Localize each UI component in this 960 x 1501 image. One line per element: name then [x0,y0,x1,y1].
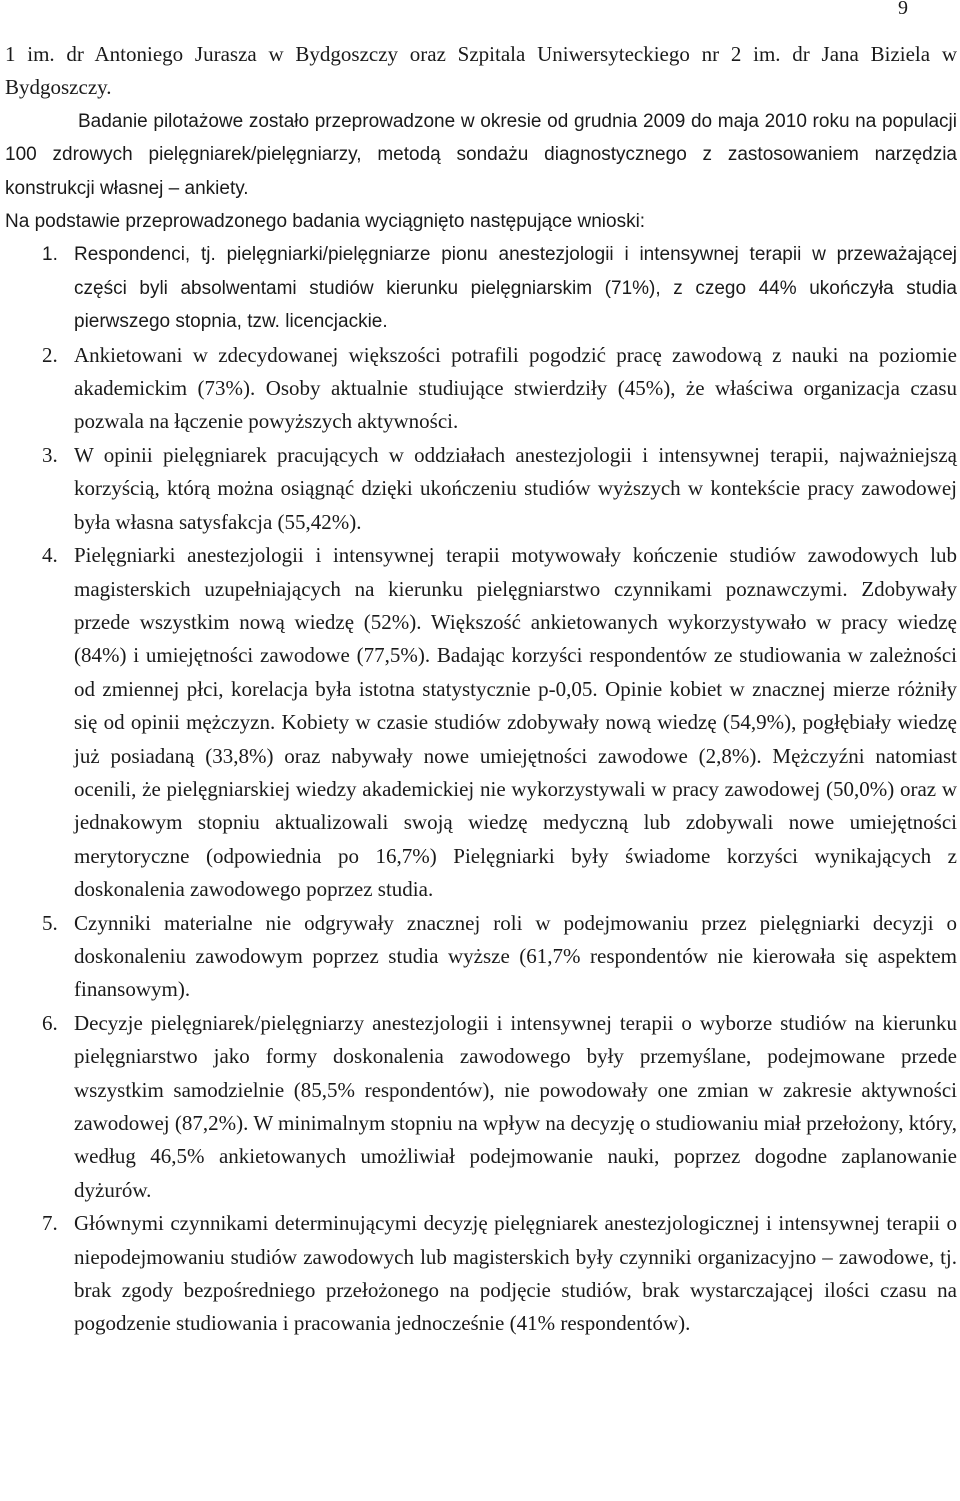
conclusion-item [5,539,957,906]
list-number: 5. [42,910,58,935]
conclusions-list [5,238,957,1340]
conclusion-text: Ankietowani w zdecydowanej większości potrafili pogodzić pracę zawodową z nauki na poziomie akademickim (73%). Osoby aktualnie studiujące stwierdziły (45%), że właściwa organizacja czasu pozwala na łączenie powyższych aktywności. [74,342,957,434]
conclusion-item [5,1007,957,1207]
conclusion-text: W opinii pielęgniarek pracujących w oddziałach anestezjologii i intensywnej terapii, najważniejszą korzyścią, którą można osiągnąć dzięki ukończeniu studiów wyższych w kontekście pracy zawodowej była własna satysfakcja (55,42%). [74,442,957,534]
conclusion-item [5,907,957,1007]
conclusion-text: Decyzje pielęgniarek/pielęgniarzy anestezjologii i intensywnej terapii o wyborze studiów na kierunku pielęgniarstwo jako formy doskonalenia zawodowego były przemyślane, podejmowane przede wszystkim samodzielnie (85,5% respondentów), nie powodowały one zmian w zakresie aktywności zawodowej (87,2%). W minimalnym stopniu na wpływ na decyzję o studiowaniu miał przełożony, który, według 46,5% ankietowanych umożliwiał podejmowanie nauki, poprzez dogodne zaplanowanie dyżurów. [74,1010,957,1202]
intro-continuation: 1 im. dr Antoniego Jurasza w Bydgoszczy oraz Szpitala Uniwersyteckiego nr 2 im. dr Jana Biziela w Bydgoszczy. [5,42,957,100]
list-number: 3. [42,442,58,467]
conclusion-text: Czynniki materialne nie odgrywały znacznej roli w podejmowaniu przez pielęgniarki decyzji o doskonaleniu zawodowym poprzez studia wyższe (61,7% respondentów nie kierowała się aspektem finansowym). [74,910,957,1002]
list-number: 1. [42,244,58,266]
list-number: 6. [42,1010,58,1035]
pilot-study-paragraph: Badanie pilotażowe zostało przeprowadzone w okresie od grudnia 2009 do maja 2010 roku na populacji 100 zdrowych pielęgniarek/pielęgniarzy, metodą sondażu diagnostycznego z zastosowaniem narzędzia konstrukcji własnej – ankiety. [5,110,957,199]
list-number: 7. [42,1211,58,1236]
list-number: 2. [42,342,58,367]
conclusions-lead: Na podstawie przeprowadzonego badania wyciągnięto następujące wnioski: [5,211,646,233]
conclusion-item [5,1207,957,1341]
conclusion-text: Respondenci, tj. pielęgniarki/pielęgniarze pionu anestezjologii i intensywnej terapii w przeważającej części byli absolwentami studiów kierunku pielęgniarskim (71%), z czego 44% ukończyła studia pierwszego stopnia, tzw. licencjackie. [74,244,957,333]
conclusion-item [5,238,957,338]
page-number: 9 [898,0,908,19]
conclusion-text: Pielęgniarki anestezjologii i intensywnej terapii motywowały kończenie studiów zawodowych lub magisterskich uzupełniających na kierunku pielęgniarstwo czynnikami poznawczymi. Zdobywały przede wszystkim nową wiedzę (52%). Większość ankietowanych wykorzystywało w pracy wiedzę (84%) i umiejętności zawodowe (77,5%). Badając korzyści respondentów ze studiowania w zależności od zmiennej płci, korelacja była istotna statystycznie p-0,05. Opinie kobiet w znacznej mierze różniły się od opinii mężczyzn. Kobiety w czasie studiów zdobywały nową wiedzę (54,9%), pogłębiały wiedzę już posiadaną (33,8%) oraz nabywały nowe umiejętności zawodowe (2,8%). Mężczyźni natomiast ocenili, że pielęgniarskiej wiedzy akademickiej nie wykorzystywali w pracy zawodowej (50,0%) oraz w jednakowym stopniu aktualizowali swoją wiedzę medyczną lub zdobywali nowe umiejętności merytoryczne (odpowiednia po 16,7%) Pielęgniarki były świadome korzyści wynikających z doskonalenia zawodowego poprzez studia. [74,543,957,902]
conclusion-item [5,439,957,539]
conclusion-text: Głównymi czynnikami determinującymi decyzję pielęgniarek anestezjologicznej i intensywnej terapii o niepodejmowaniu studiów zawodowych lub magisterskich były czynniki organizacyjno – zawodowe, tj. brak zgody bezpośredniego przełożonego na podjęcie studiów, brak wystarczającej ilości czasu na pogodzenie studiowania i pracowania jednocześnie (41% respondentów). [74,1211,957,1336]
document-page [5,38,957,1341]
list-number: 4. [42,543,58,568]
conclusion-item [5,339,957,439]
